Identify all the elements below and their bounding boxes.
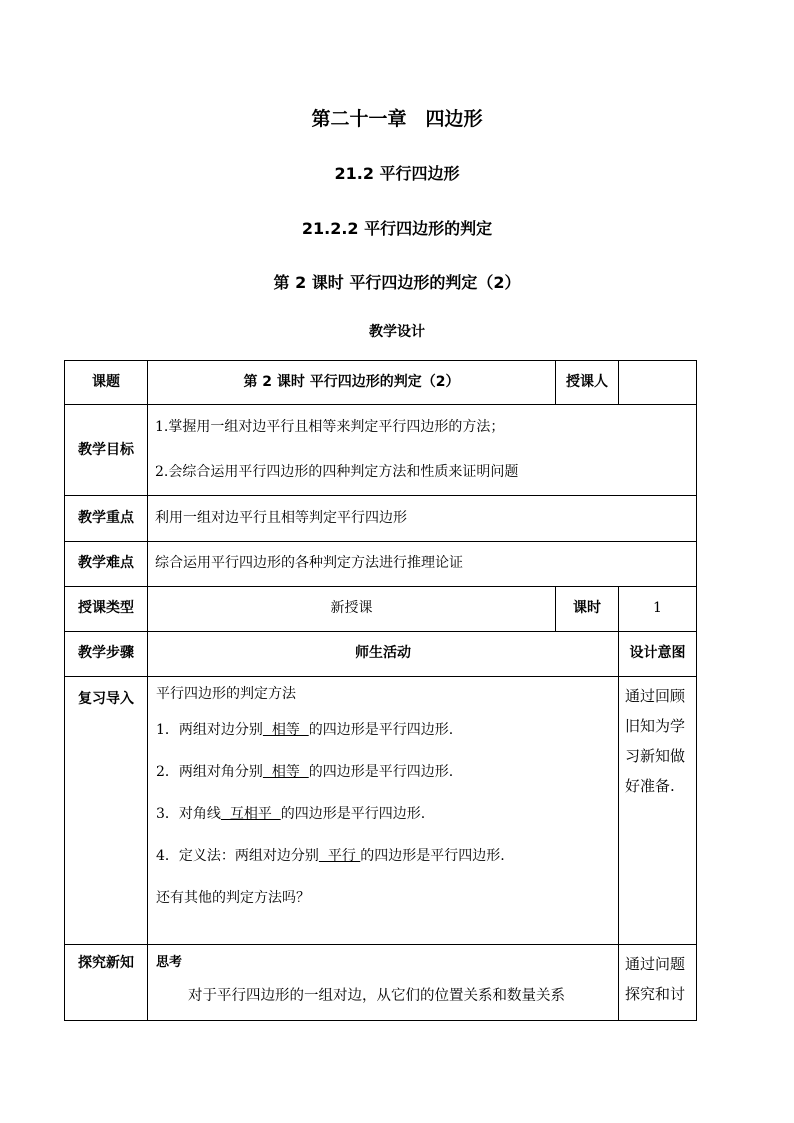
answer-blank-3: 互相平 [220, 805, 281, 822]
design-title: 教学设计 [369, 324, 425, 340]
review-intent [619, 676, 697, 944]
goal-item-1: 1.掌握用一组对边平行且相等来判定平行四边形的方法； [155, 419, 505, 436]
row-topic [65, 361, 697, 405]
explore-intent-line-1: 通过问题 [625, 954, 686, 973]
review-intent-line-4: 好准备. [625, 776, 675, 795]
topic-label: 课题 [65, 361, 148, 405]
row-steps-header [65, 631, 697, 676]
type-label: 授课类型 [65, 586, 148, 631]
row-type [65, 586, 697, 631]
answer-blank-2: 相等 [262, 763, 309, 780]
explore-intent-line-2: 探究和讨 [625, 984, 686, 1003]
review-item-1: 1．两组对边分别 相等 的四边形是平行四边形. [156, 721, 454, 738]
review-intent-line-1: 通过回顾 [625, 686, 686, 705]
review-item-3: 3．对角线 互相平 的四边形是平行四边形. [156, 805, 426, 822]
review-intent-line-2: 旧知为学 [625, 716, 686, 735]
explore-label: 探究新知 [65, 944, 148, 1020]
teacher-value [619, 361, 697, 405]
goals-label: 教学目标 [65, 405, 148, 496]
review-activity [148, 676, 619, 944]
subsection-title: 21.2.2 平行四边形的判定 [301, 219, 493, 238]
lesson-plan-table [64, 360, 697, 1021]
topic-value: 第 2 课时 平行四边形的判定（2） [148, 361, 556, 405]
goal-item-2: 2.会综合运用平行四边形的四种判定方法和性质来证明问题 [155, 464, 519, 481]
row-key [65, 496, 697, 541]
think-heading: 思考 [156, 954, 183, 970]
hours-value: 1 [619, 586, 697, 631]
activity-label: 师生活动 [148, 631, 619, 676]
difficulty-label: 教学难点 [65, 541, 148, 586]
explore-activity [148, 944, 619, 1020]
review-intro: 平行四边形的判定方法 [156, 685, 296, 702]
hours-label: 课时 [556, 586, 619, 631]
difficulty-value: 综合运用平行四边形的各种判定方法进行推理论证 [148, 541, 697, 586]
row-goals [65, 405, 697, 496]
explore-intent [619, 944, 697, 1020]
answer-blank-1: 相等 [262, 721, 309, 738]
type-value: 新授课 [148, 586, 556, 631]
teacher-label: 授课人 [556, 361, 619, 405]
explore-text: 对于平行四边形的一组对边，从它们的位置关系和数量关系 [188, 988, 565, 1005]
goals-cell [148, 405, 697, 496]
steps-label: 教学步骤 [65, 631, 148, 676]
chapter-title: 第二十一章 四边形 [311, 108, 483, 130]
row-explore [65, 944, 697, 1020]
row-review [65, 676, 697, 944]
review-label: 复习导入 [65, 676, 148, 944]
section-title: 21.2 平行四边形 [334, 164, 460, 183]
intent-label: 设计意图 [619, 631, 697, 676]
review-item-4: 4．定义法：两组对边分别 平行 的四边形是平行四边形. [156, 847, 505, 864]
review-question: 还有其他的判定方法吗？ [156, 889, 310, 906]
row-difficulty [65, 541, 697, 586]
answer-blank-4: 平行 [318, 847, 361, 864]
key-value: 利用一组对边平行且相等判定平行四边形 [148, 496, 697, 541]
review-item-2: 2．两组对角分别 相等 的四边形是平行四边形. [156, 763, 454, 780]
key-label: 教学重点 [65, 496, 148, 541]
lesson-title: 第 2 课时 平行四边形的判定（2） [273, 273, 521, 292]
review-intent-line-3: 习新知做 [625, 746, 686, 765]
